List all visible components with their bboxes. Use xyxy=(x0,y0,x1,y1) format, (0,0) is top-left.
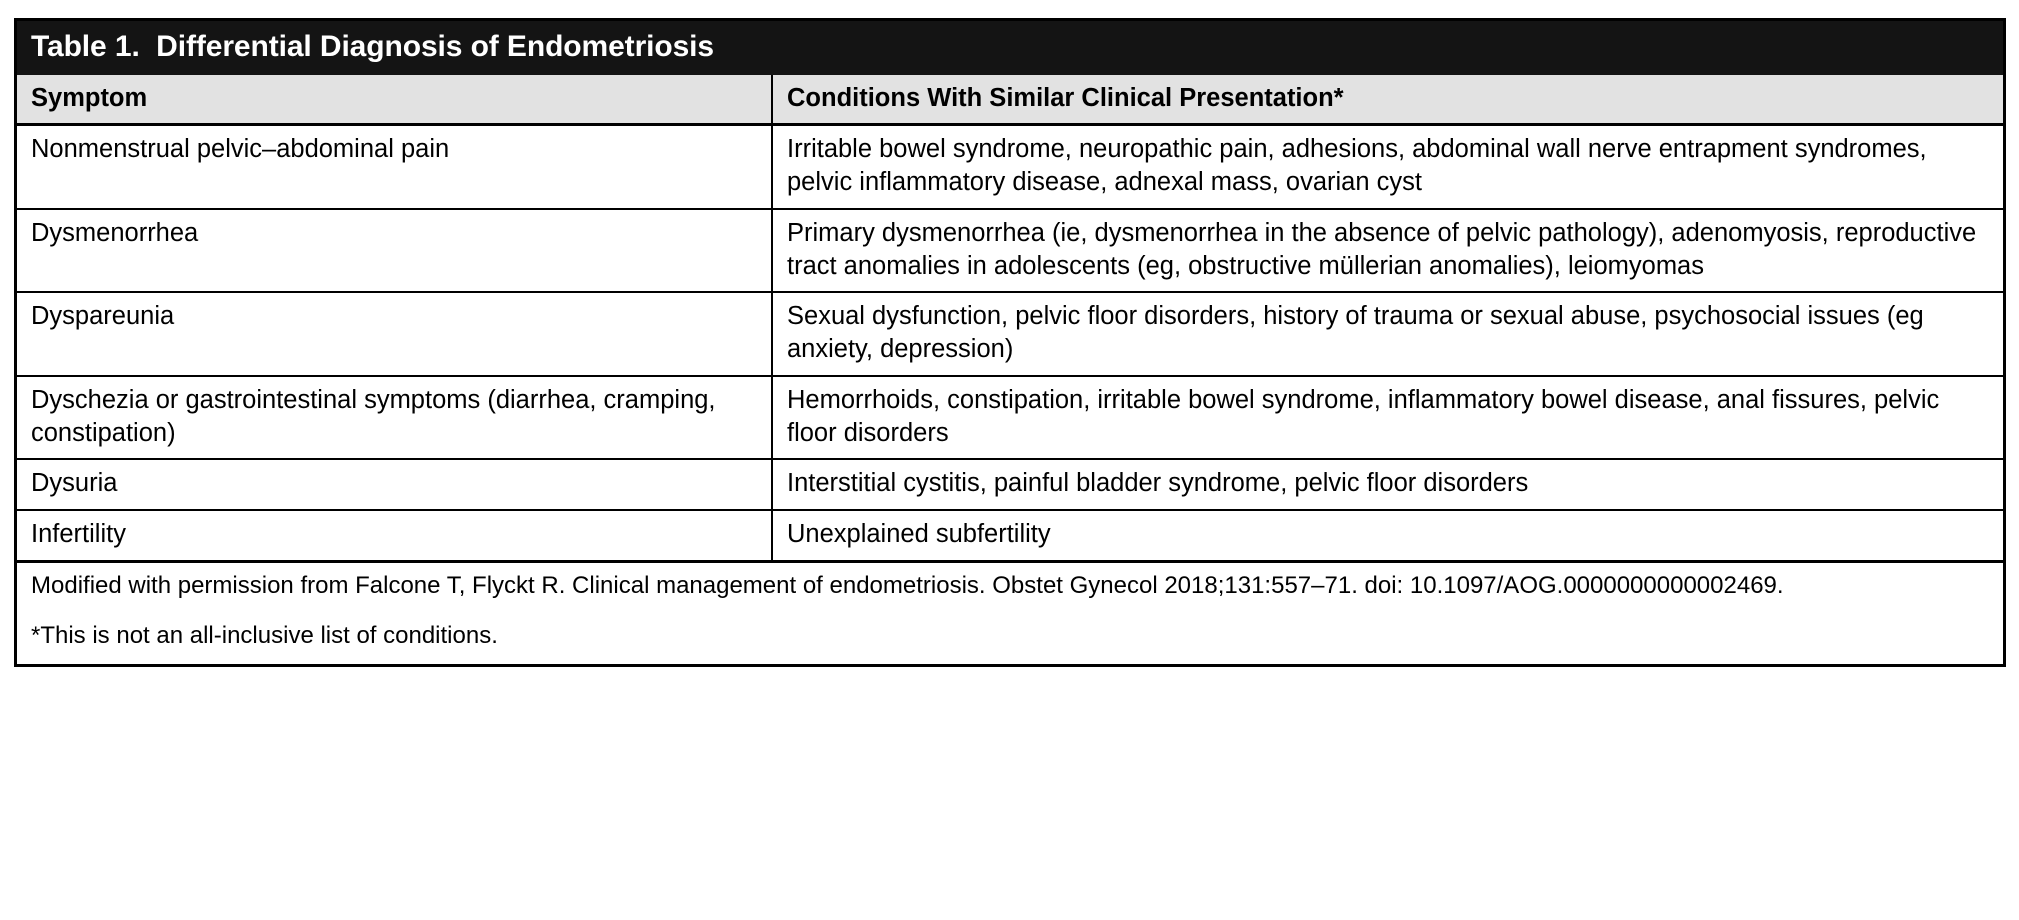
cell-symptom: Dysuria xyxy=(17,459,772,510)
table-row xyxy=(17,459,2003,510)
cell-conditions: Unexplained subfertility xyxy=(787,520,1051,549)
cell-conditions: Hemorrhoids, constipation, irritable bowel syndrome, inflammatory bowel disease, anal fissures, pelvic floor disorders xyxy=(787,385,1940,447)
table-row xyxy=(17,376,2003,460)
column-header-conditions: Conditions With Similar Clinical Presentation* xyxy=(772,75,2003,125)
cell-conditions: Sexual dysfunction, pelvic floor disorders, history of trauma or sexual abuse, psychosocial issues (eg anxiety, depression) xyxy=(787,302,1924,364)
table-title: Table 1. Differential Diagnosis of Endometriosis xyxy=(17,21,2003,75)
cell-symptom: Dysmenorrhea xyxy=(17,209,772,293)
footnotes-section xyxy=(17,563,2003,664)
table-row xyxy=(17,292,2003,376)
table-row xyxy=(17,510,2003,560)
cell-symptom: Dyspareunia xyxy=(17,292,772,376)
table-row xyxy=(17,125,2003,209)
table-header xyxy=(17,75,2003,125)
cell-symptom: Nonmenstrual pelvic–abdominal pain xyxy=(17,125,772,209)
footnote-asterisk: *This is not an all-inclusive list of conditions. xyxy=(31,622,498,650)
cell-conditions: Irritable bowel syndrome, neuropathic pain, adhesions, abdominal wall nerve entrapment syndromes, pelvic inflammatory disease, adnexal mass, ovarian cyst xyxy=(787,135,1927,197)
column-header-symptom: Symptom xyxy=(17,75,772,125)
cell-symptom: Infertility xyxy=(17,510,772,560)
footnote-source: Modified with permission from Falcone T, Flyckt R. Clinical management of endometriosis. Obstet Gynecol 2018;131:557–71. doi: 10.1097/AOG.0000000000002469. xyxy=(31,572,1784,600)
table-container xyxy=(14,18,2006,667)
table-row xyxy=(17,209,2003,293)
header-row xyxy=(17,75,2003,125)
differential-diagnosis-table xyxy=(17,75,2003,560)
cell-conditions: Interstitial cystitis, painful bladder syndrome, pelvic floor disorders xyxy=(787,469,1529,498)
cell-symptom: Dyschezia or gastrointestinal symptoms (diarrhea, cramping, constipation) xyxy=(17,376,772,460)
cell-conditions: Primary dysmenorrhea (ie, dysmenorrhea in the absence of pelvic pathology), adenomyosis, reproductive tract anomalies in adolescents (eg, obstructive müllerian anomalies), leiomyomas xyxy=(787,218,1977,280)
table-body xyxy=(17,125,2003,560)
